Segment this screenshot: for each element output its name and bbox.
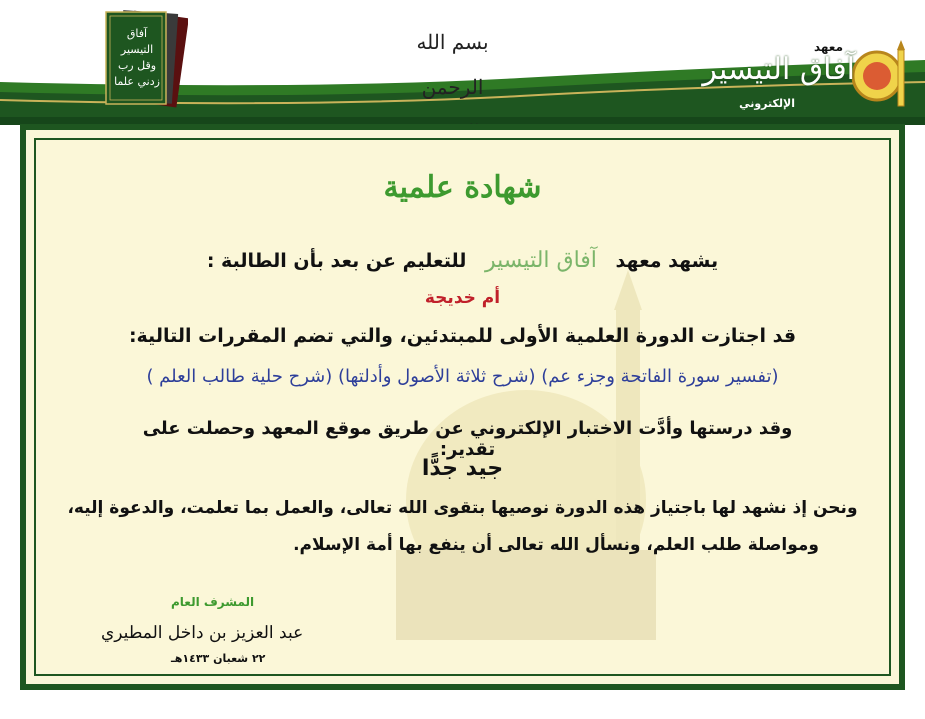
certificate-header bbox=[0, 0, 925, 125]
books-cover-text: آفاق التيسير وقل رب زدني علما bbox=[114, 27, 160, 88]
institute-name-logo: آفاق التيسير bbox=[702, 52, 855, 87]
institute-name-inline: آفاق التيسير bbox=[485, 248, 597, 273]
certificate-frame bbox=[20, 124, 905, 690]
signature-title: المشرف العام bbox=[171, 595, 255, 609]
signature-name: عبد العزيز بن داخل المطيري bbox=[101, 623, 304, 643]
statement-line-1-start: يشهد معهد bbox=[615, 250, 719, 272]
courses-list: (تفسير سورة الفاتحة وجزء عم) (شرح ثلاثة الأصول وأدلتها) (شرح حلية طالب العلم ) bbox=[146, 366, 779, 387]
statement-line-2: قد اجتازت الدورة العلمية الأولى للمبتدئين، والتي تضم المقررات التالية: bbox=[128, 325, 797, 347]
signature-date: ٢٢ شعبان ١٤٣٣هـ bbox=[171, 652, 266, 665]
statement-line-1-end: للتعليم عن بعد بأن الطالبة : bbox=[206, 250, 467, 272]
statement-line-3: وقد درستها وأدَّت الاختبار الإلكتروني عن طريق موقع المعهد وحصلت على تقدير: bbox=[142, 418, 793, 460]
institute-label-small: معهد bbox=[813, 40, 843, 54]
basmala-calligraphy: بسم الله الرحمن bbox=[416, 30, 489, 99]
institute-subtitle: الإلكتروني bbox=[739, 97, 795, 110]
grade: جيد جدًّا bbox=[421, 456, 504, 481]
certificate-inner-border bbox=[34, 138, 891, 676]
certificate-title: شهادة علمية bbox=[383, 170, 542, 205]
statement-line-1 bbox=[126, 248, 799, 273]
statement-line-5: ومواصلة طلب العلم، ونسأل الله تعالى أن ينفع بها أمة الإسلام. bbox=[293, 535, 819, 555]
student-name: أم خديجة bbox=[424, 288, 501, 308]
statement-line-4: ونحن إذ نشهد لها باجتياز هذه الدورة نوصيها بتقوى الله تعالى، والعمل بما تعلمت، والدعوة إليه، bbox=[67, 498, 858, 518]
